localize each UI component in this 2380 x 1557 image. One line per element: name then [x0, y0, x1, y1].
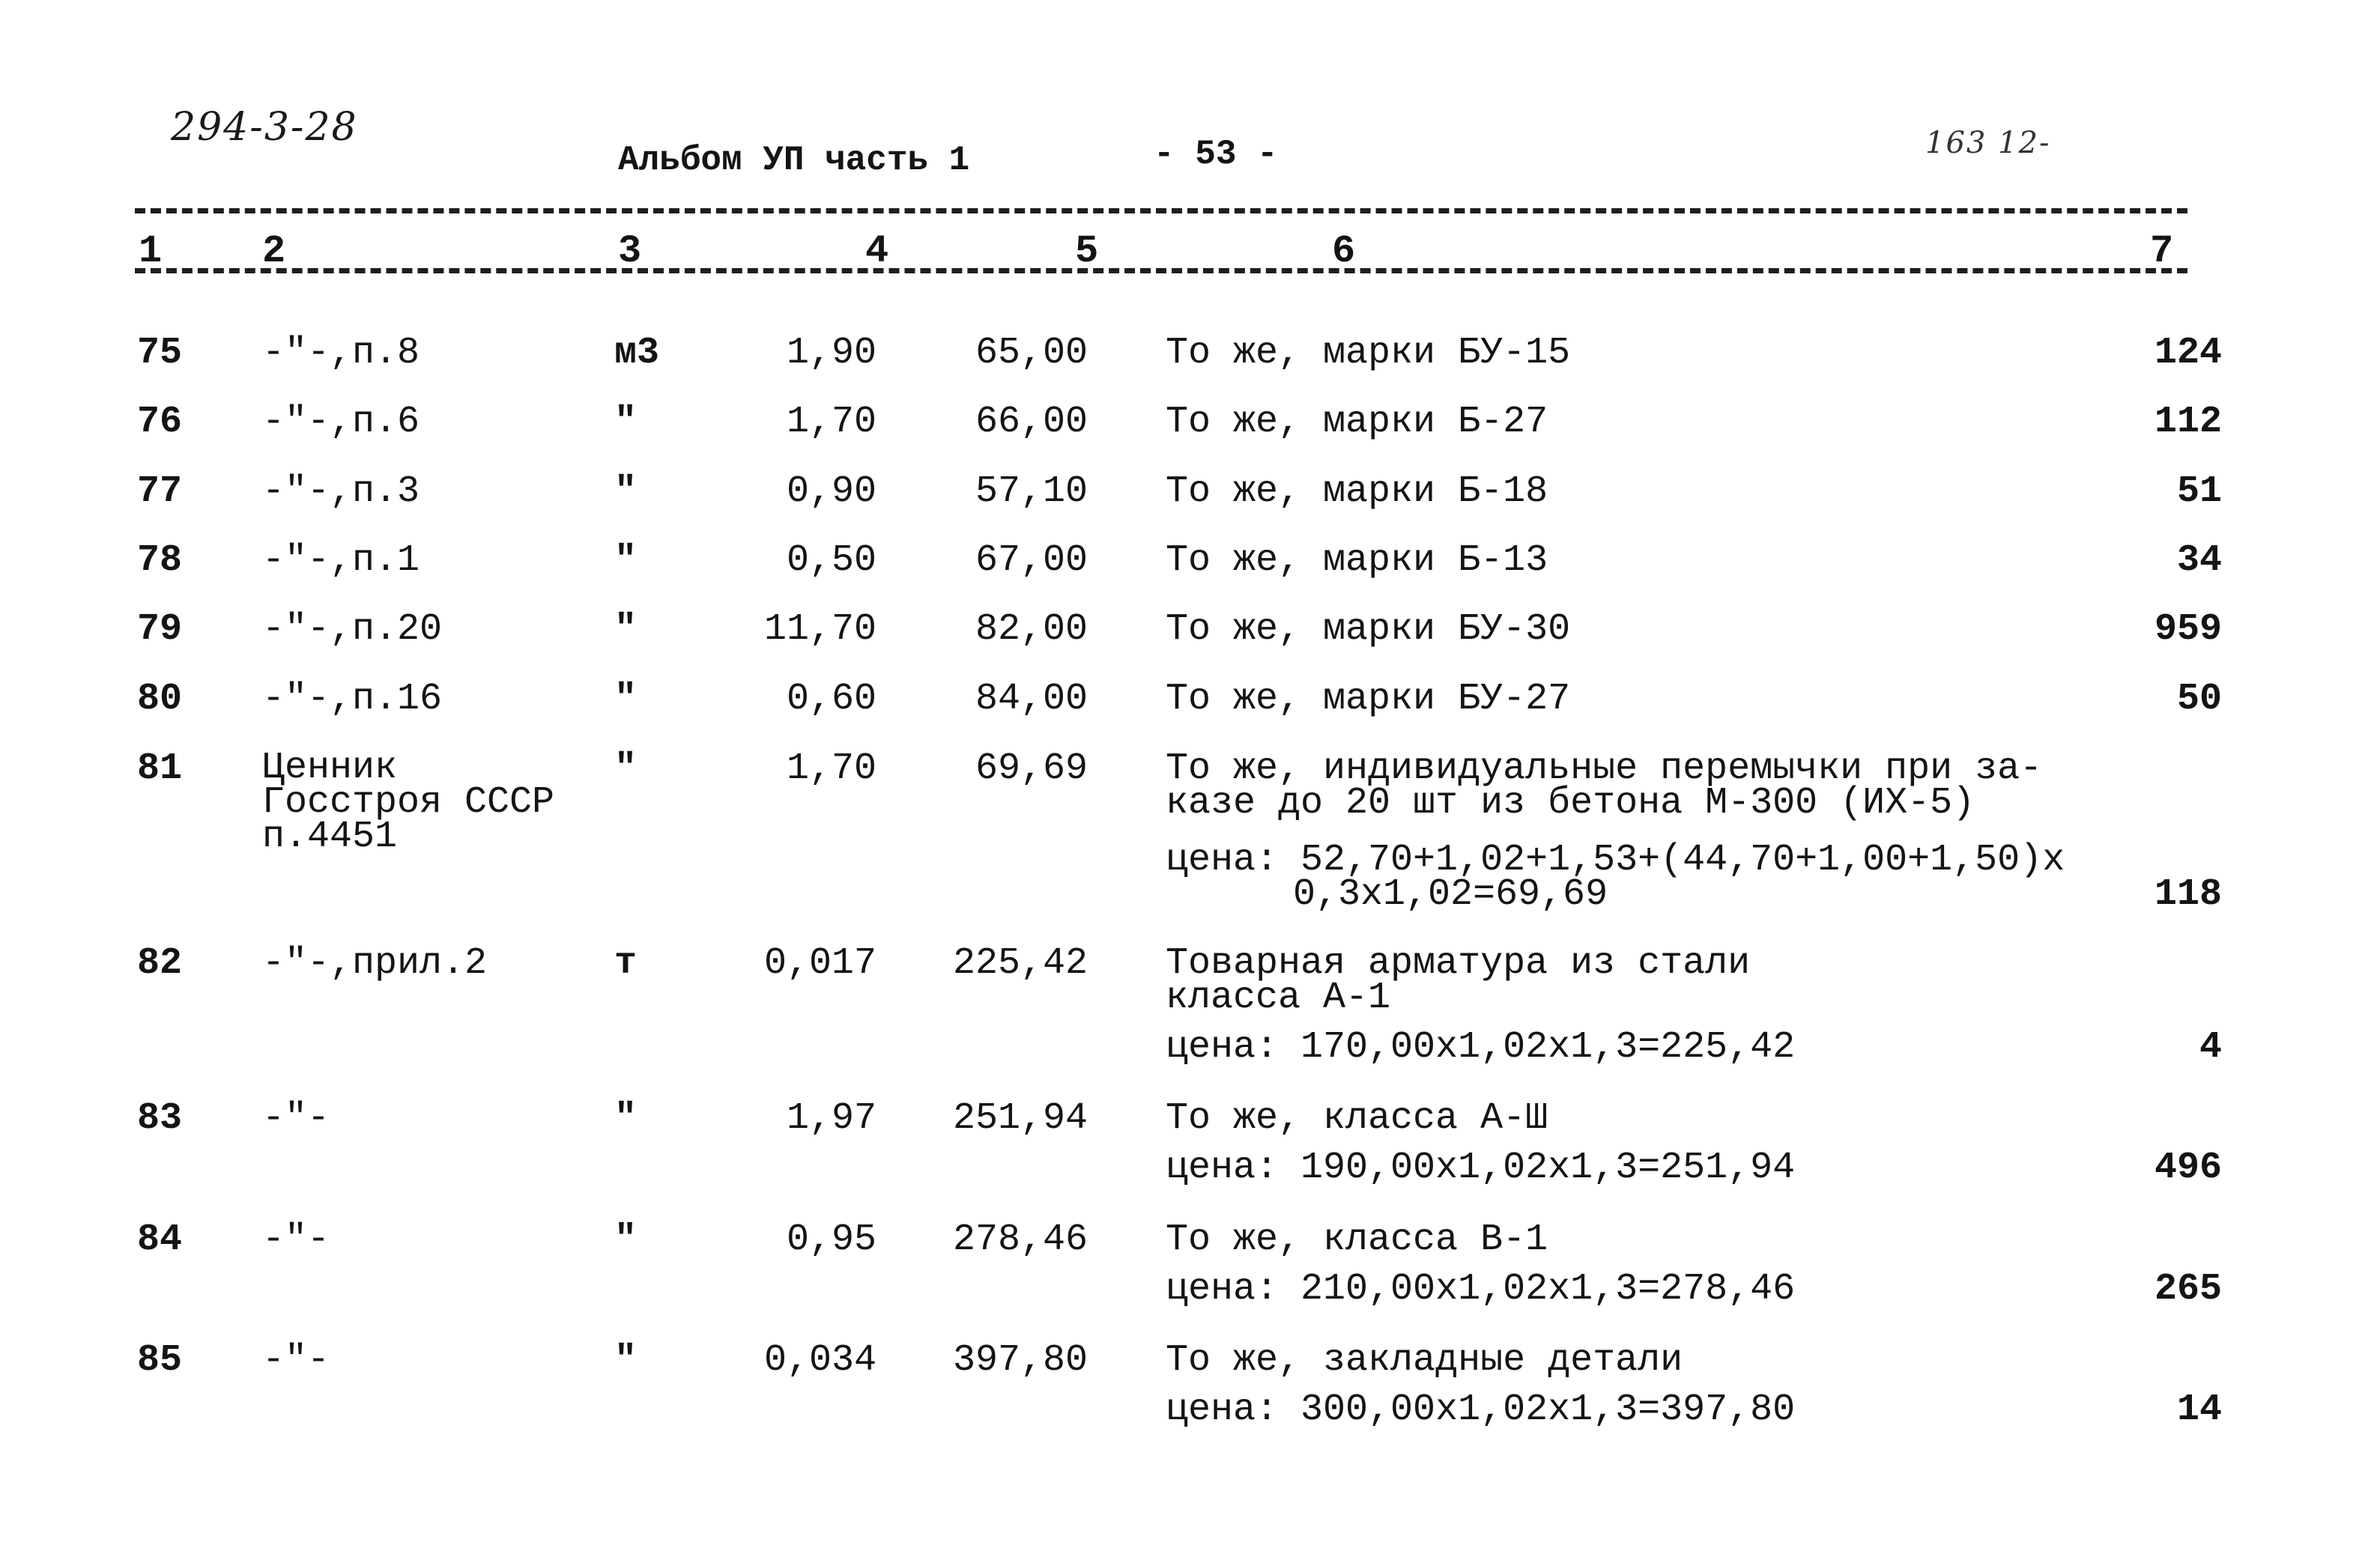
- unit-price-cell: 225,42: [952, 942, 1088, 985]
- column-number-4: 4: [865, 229, 889, 273]
- reference-cell: -"-: [262, 1218, 330, 1261]
- price-calculation-line: цена: 52,70+1,02+1,53+(44,70+1,00+1,50)х: [1166, 839, 2065, 881]
- row-number: 78: [137, 539, 183, 582]
- row-number: 75: [137, 332, 183, 374]
- unit-cell: ": [614, 470, 638, 513]
- reference-cell: -"-,п.3: [262, 470, 420, 513]
- row-number: 84: [137, 1218, 183, 1261]
- reference-cell: -"-,прил.2: [262, 942, 488, 985]
- unit-price-cell: 82,00: [975, 608, 1088, 651]
- description-line: То же, марки Б-27: [1166, 401, 1548, 443]
- column-number-2: 2: [262, 229, 286, 273]
- total-cell: 959: [2154, 608, 2222, 651]
- reference-cell: -"-: [262, 1339, 330, 1382]
- description-line: казе до 20 шт из бетона М-300 (ИХ-5): [1166, 782, 1975, 825]
- doc-code-handwritten: 294-3-28: [171, 105, 358, 150]
- row-number: 77: [137, 470, 183, 513]
- archive-stamp: 163 12-: [1925, 126, 2051, 160]
- quantity-cell: 0,034: [763, 1339, 876, 1382]
- unit-price-cell: 251,94: [952, 1097, 1088, 1140]
- total-cell: 118: [2154, 873, 2222, 916]
- quantity-cell: 0,60: [786, 678, 876, 720]
- unit-cell: ": [614, 608, 638, 651]
- page-number: - 53 -: [1154, 135, 1278, 174]
- unit-cell: м3: [614, 332, 660, 374]
- price-calculation-line: цена: 190,00х1,02х1,3=251,94: [1166, 1147, 1796, 1189]
- unit-cell: ": [614, 401, 638, 443]
- unit-cell: т: [614, 942, 638, 985]
- row-number: 83: [137, 1097, 183, 1140]
- unit-cell: ": [614, 539, 638, 582]
- description-line: То же, марки БУ-27: [1166, 678, 1571, 720]
- row-number: 76: [137, 401, 183, 443]
- unit-price-cell: 65,00: [975, 332, 1088, 374]
- reference-cell: Ценник Госстроя СССР п.4451: [262, 747, 555, 858]
- description-line: То же, марки БУ-15: [1166, 332, 1571, 374]
- quantity-cell: 1,70: [786, 401, 876, 443]
- quantity-cell: 1,70: [786, 747, 876, 790]
- description-line: То же, марки Б-13: [1166, 539, 1548, 582]
- unit-cell: ": [614, 747, 638, 790]
- unit-price-cell: 69,69: [975, 747, 1088, 790]
- price-calculation-line: 0,3х1,02=69,69: [1293, 873, 1608, 916]
- quantity-cell: 0,95: [786, 1218, 876, 1261]
- reference-cell: -"-,п.16: [262, 678, 443, 720]
- quantity-cell: 1,97: [786, 1097, 876, 1140]
- total-cell: 50: [2176, 678, 2222, 720]
- column-number-6: 6: [1332, 229, 1356, 273]
- header-rule-top: [135, 208, 2187, 213]
- unit-price-cell: 67,00: [975, 539, 1088, 582]
- quantity-cell: 1,90: [786, 332, 876, 374]
- description-line: То же, индивидуальные перемычки при за-: [1166, 747, 2043, 790]
- row-number: 80: [137, 678, 183, 720]
- reference-cell: -"-,п.1: [262, 539, 420, 582]
- price-calculation-line: цена: 170,00х1,02х1,3=225,42: [1166, 1026, 1796, 1069]
- unit-price-cell: 57,10: [975, 470, 1088, 513]
- quantity-cell: 0,50: [786, 539, 876, 582]
- total-cell: 4: [2199, 1026, 2222, 1069]
- unit-price-cell: 84,00: [975, 678, 1088, 720]
- album-title: Альбом УП часть 1: [618, 141, 970, 180]
- quantity-cell: 0,017: [763, 942, 876, 985]
- quantity-cell: 0,90: [786, 470, 876, 513]
- column-number-5: 5: [1075, 229, 1099, 273]
- reference-cell: -"-,п.8: [262, 332, 420, 374]
- row-number: 79: [137, 608, 183, 651]
- description-line: То же, класса А-Ш: [1166, 1097, 1548, 1140]
- description-line: Товарная арматура из стали: [1166, 942, 1751, 985]
- total-cell: 124: [2154, 332, 2222, 374]
- reference-cell: -"-,п.6: [262, 401, 420, 443]
- row-number: 82: [137, 942, 183, 985]
- column-number-1: 1: [139, 229, 163, 273]
- price-calculation-line: цена: 210,00х1,02х1,3=278,46: [1166, 1268, 1796, 1311]
- unit-cell: ": [614, 1339, 638, 1382]
- column-number-3: 3: [618, 229, 642, 273]
- unit-cell: ": [614, 1097, 638, 1140]
- total-cell: 14: [2176, 1388, 2222, 1431]
- header-rule-bottom: [135, 268, 2187, 273]
- unit-price-cell: 397,80: [952, 1339, 1088, 1382]
- description-line: То же, марки БУ-30: [1166, 608, 1571, 651]
- total-cell: 51: [2176, 470, 2222, 513]
- description-line: То же, закладные детали: [1166, 1339, 1683, 1382]
- total-cell: 265: [2154, 1268, 2222, 1311]
- price-calculation-line: цена: 300,00х1,02х1,3=397,80: [1166, 1388, 1796, 1431]
- reference-cell: -"-: [262, 1097, 330, 1140]
- column-number-7: 7: [2150, 229, 2174, 273]
- total-cell: 112: [2154, 401, 2222, 443]
- unit-cell: ": [614, 1218, 638, 1261]
- reference-cell: -"-,п.20: [262, 608, 443, 651]
- total-cell: 34: [2176, 539, 2222, 582]
- unit-price-cell: 278,46: [952, 1218, 1088, 1261]
- unit-cell: ": [614, 678, 638, 720]
- row-number: 81: [137, 747, 183, 790]
- description-line: То же, марки Б-18: [1166, 470, 1548, 513]
- unit-price-cell: 66,00: [975, 401, 1088, 443]
- description-line: То же, класса В-1: [1166, 1218, 1548, 1261]
- description-line: класса А-1: [1166, 977, 1391, 1019]
- row-number: 85: [137, 1339, 183, 1382]
- quantity-cell: 11,70: [763, 608, 876, 651]
- total-cell: 496: [2154, 1147, 2222, 1189]
